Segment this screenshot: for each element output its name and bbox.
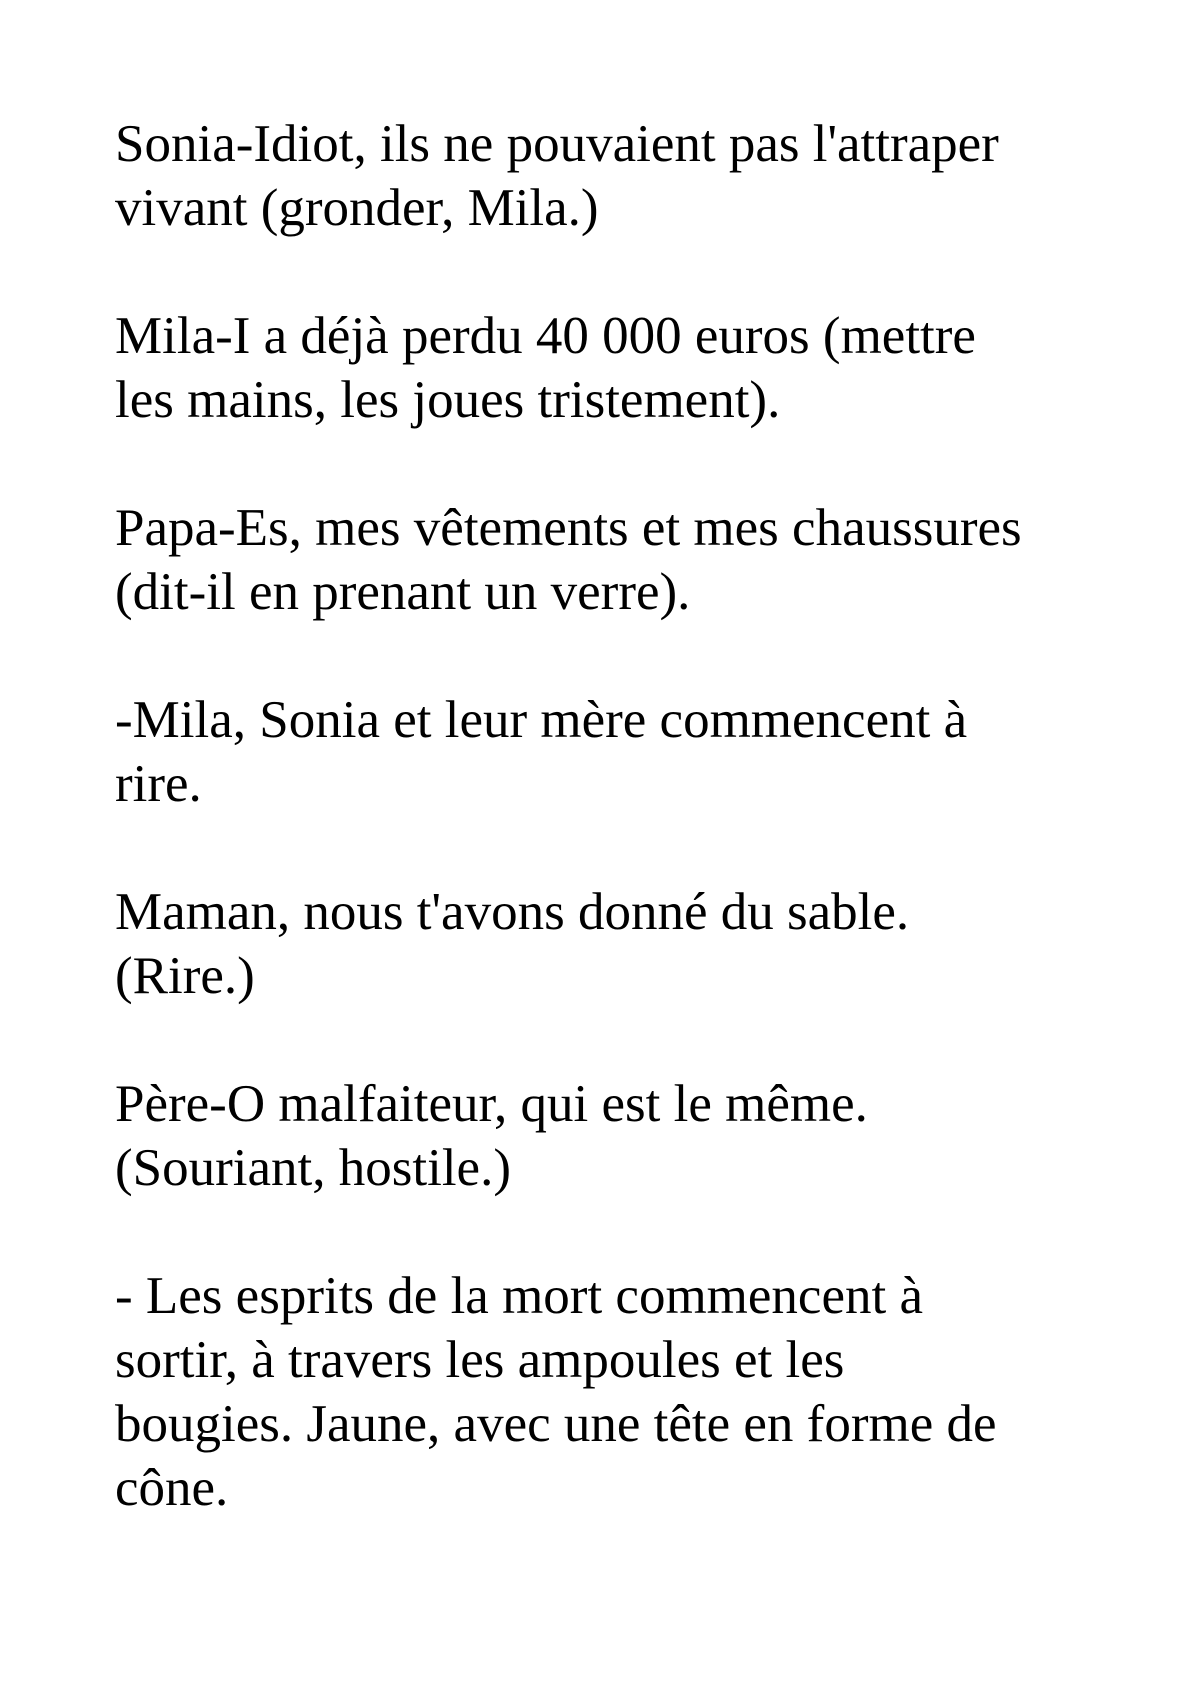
paragraph-papa-vetements: Papa-Es, mes vêtements et mes chaussures (dit-il en prenant un verre). xyxy=(115,499,1022,621)
text-column xyxy=(115,112,1095,1520)
paragraph-rire: -Mila, Sonia et leur mère commencent à rire. xyxy=(115,691,968,813)
paragraph-esprits-mort: - Les esprits de la mort commencent à sortir, à travers les ampoules et les bougies. Jaune, avec une tête en forme de cône. xyxy=(115,1267,997,1517)
paragraph-maman-sable: Maman, nous t'avons donné du sable. (Rire.) xyxy=(115,883,910,1005)
paragraph-pere-malfaiteur: Père-O malfaiteur, qui est le même. (Souriant, hostile.) xyxy=(115,1075,868,1197)
paragraph-mila-euros: Mila-I a déjà perdu 40 000 euros (mettre les mains, les joues tristement). xyxy=(115,307,976,429)
paragraph-sonia-idiot: Sonia-Idiot, ils ne pouvaient pas l'attraper vivant (gronder, Mila.) xyxy=(115,115,999,237)
